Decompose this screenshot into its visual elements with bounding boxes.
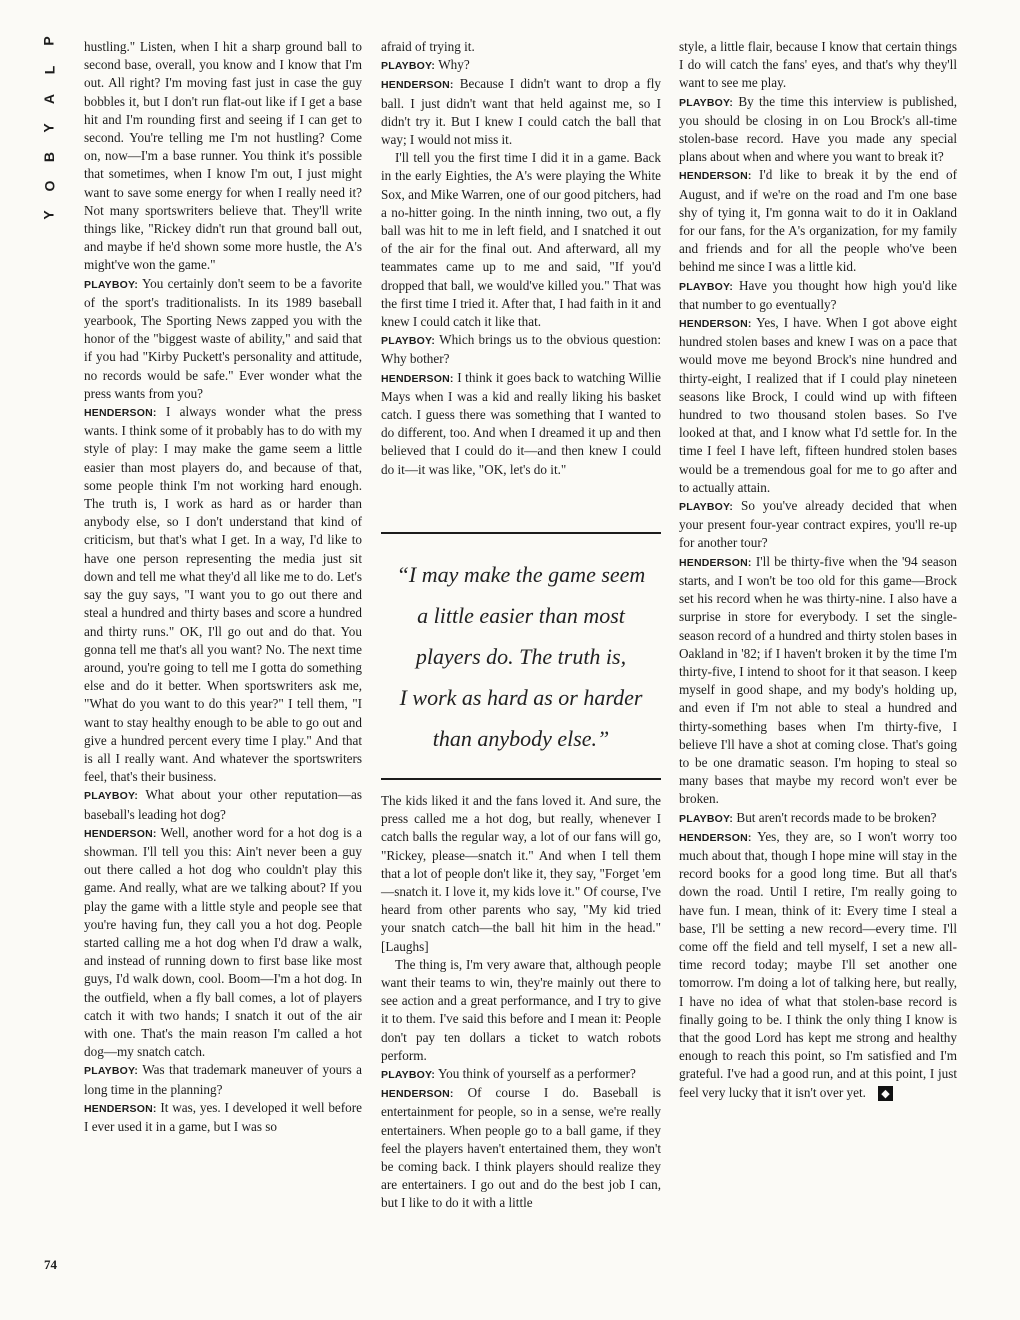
interview-paragraph	[84, 1099, 362, 1136]
speaker-label: PLAYBOY:	[381, 1069, 436, 1082]
speaker-label: HENDERSON:	[84, 407, 157, 420]
interview-paragraph	[679, 93, 957, 167]
paragraph-text: afraid of trying it.	[381, 39, 475, 54]
paragraph-text: Have you thought how high you'd like that number to go eventually?	[679, 277, 957, 312]
speaker-label: PLAYBOY:	[381, 335, 436, 348]
paragraph-text: Yes, I have. When I got above eight hundred stolen bases and knew I was on a pace that would move me beyond Brock's nine hundred and thirty-eight, I realized that if I could play nineteen seasons like Brock, I could wind up with fifteen hundred to two thousand stolen bases. So I've looked at that, and I know what I'd settle for. In the time I feel I have left, fifteen hundred stolen bases would be a tremendous goal for me to go after and to actually attain.	[679, 315, 957, 495]
interview-paragraph	[679, 828, 957, 1102]
interview-paragraph	[679, 809, 957, 828]
column-2-bottom	[381, 792, 661, 1213]
interview-paragraph	[679, 553, 957, 809]
masthead	[36, 34, 62, 222]
masthead-letter: L	[41, 65, 57, 75]
paragraph-text: Yes, they are, so I won't worry too much about that, though I hope mine will stay in the record books for a good long time. But all that's down the road. Until I retire, I'm really going to have fun. I mean, think of it: Every time I steal a base, I'll be setting a new record—every time. I'll come off the field and tell myself, I set a new all-time record today; maybe I'll set another one tomorrow. I'm doing a lot of talking here, but really, I have no idea of what that stolen-base record is finally going to be. I think the only thing I know is that the good Lord has kept me strong and healthy enough to reach this point, so I'm satisfied and I'm grateful. I've had a good run, and at this point, I just feel very lucky that it isn't over yet.	[679, 828, 957, 1100]
interview-paragraph	[84, 786, 362, 823]
interview-paragraph	[381, 75, 661, 149]
speaker-label: PLAYBOY:	[84, 278, 139, 291]
masthead-letter: Y	[41, 123, 57, 133]
interview-paragraph	[381, 1065, 661, 1084]
speaker-label: PLAYBOY:	[679, 812, 734, 825]
speaker-label: PLAYBOY:	[679, 280, 734, 293]
paragraph-text: So you've already decided that when your present four-year contract expires, you'll re-up for another tour?	[679, 498, 958, 551]
paragraph-text: Why?	[438, 57, 470, 73]
interview-paragraph	[84, 824, 362, 1062]
paragraph-text: I'll be thirty-five when the '94 season starts, and I won't be too old for this game—Brock set his record when he was thirty-nine. I also have a surprise in store for everybody. I set the single-season record of a hundred and thirty stolen bases in Oakland in '82; if I haven't broken it by the time I'm thirty-five, I intend to shoot for it that season. I keep myself in good shape, and my body's holding up, and even if I'm not able to steal a hundred and thirty-something bases when I'm thirty-five, I believe I'll have a shot at coming close. That's going to be one dramatic season. I'm hoping to steal so many bases that maybe my record won't ever be broken.	[679, 553, 958, 807]
speaker-label: PLAYBOY:	[381, 60, 436, 73]
paragraph-text: I'll tell you the first time I did it in a game. Back in the early Eighties, the A's were playing the White Sox, and Mike Warren, one of our good pitchers, had a no-hitter going. In the ninth inning, two out, a fly ball was hit to me in left field, and I snatched it out of the air for the final out. And afterward, all my teammates came up to me and said, "If you'd dropped that ball, we would've killed you." That was the first time I tried it. After that, I had faith in it and knew I could catch it like that.	[381, 150, 661, 330]
interview-paragraph	[679, 314, 957, 497]
speaker-label: HENDERSON:	[679, 556, 752, 569]
page-number: 74	[44, 1257, 57, 1272]
column-2-top	[381, 38, 661, 479]
continuation-paragraph	[679, 38, 957, 93]
masthead-letter: P	[41, 36, 57, 46]
speaker-label: HENDERSON:	[679, 831, 752, 844]
continuation-paragraph	[381, 792, 661, 956]
pull-quote-line: I work as hard as or harder	[399, 684, 643, 710]
paragraph-text: I think it goes back to watching Willie Mays when I was a kid and really liking his basket catch. I guess there was something that I wanted to do different, too. And when I dreamed it up and then believed that I could do it—and then knew I could do it—it was like, "OK, let's do it."	[381, 369, 661, 477]
pull-quote-line: “I may make the game seem	[396, 561, 646, 587]
continuation-paragraph	[381, 149, 661, 331]
column-1	[84, 38, 362, 1136]
speaker-label: HENDERSON:	[381, 79, 454, 92]
paragraph-text: Because I didn't want to drop a fly ball. I just didn't want that held against me, so I didn't try it. But I knew I could catch the ball that way; I would not miss it.	[381, 76, 662, 148]
speaker-label: HENDERSON:	[679, 318, 752, 331]
interview-paragraph	[84, 403, 362, 786]
paragraph-text: I always wonder what the press wants. I think some of it probably has to do with my style of play: I may make the game seem a little easier than most players do, and because of that, some people think I'm not working hard enough. The truth is, I work as hard as or harder than anybody else, so I don't understand that kind of criticism, but that's what I get. In a way, I'd like to have one person representing the media just sit down and tell me what they'd all like me to do. Let's say the guy says, "I want you to go out there and steal a hundred and thirty bases and score a hundred and thirty runs." OK, I'll go out and do that. You gonna tell me that's all you want? No. The next time around, you're going to tell me I gotta do something else and do it better. When sportswriters ask me, "What do you want to do this year?" I tell them, "I want to stay healthy enough to be able to go out and give a hundred percent every time I play." And that is all I really want. And whatever the sportswriters feel, that's their business.	[84, 404, 363, 785]
interview-paragraph	[84, 275, 362, 403]
interview-paragraph	[381, 56, 661, 75]
speaker-label: HENDERSON:	[381, 372, 454, 385]
paragraph-text: But aren't records made to be broken?	[736, 809, 937, 825]
paragraph-text: Which brings us to the obvious question: Why bother?	[381, 332, 661, 367]
speaker-label: HENDERSON:	[84, 827, 157, 840]
speaker-label: PLAYBOY:	[679, 96, 734, 109]
interview-paragraph	[381, 1084, 661, 1212]
pull-quote-line: players do. The truth is,	[415, 643, 627, 669]
paragraph-text: What about your other reputation—as baseball's leading hot dog?	[84, 787, 362, 822]
interview-paragraph	[84, 1061, 362, 1098]
paragraph-text: Of course I do. Baseball is entertainment for people, so in a sense, we're really entertainers. When people go to a ball game, if they feel the players haven't entertained them, they won't be coming back. I think players should realize they are entertainers. I go out and do the best job I can, but I like to do it with a little	[381, 1085, 661, 1211]
pull-quote	[381, 532, 661, 780]
interview-paragraph	[679, 277, 957, 314]
paragraph-text: Was that trademark maneuver of yours a long time in the planning?	[84, 1062, 362, 1097]
interview-paragraph	[679, 497, 957, 553]
end-mark-icon: ◆	[878, 1086, 893, 1101]
speaker-label: HENDERSON:	[381, 1088, 454, 1101]
speaker-label: PLAYBOY:	[84, 1065, 139, 1078]
paragraph-text: You certainly don't seem to be a favorite of the sport's traditionalists. In its 1989 baseball yearbook, The Sporting News zapped you with the honor of the "biggest waste of ability," and said that if you had "Kirby Puckett's personality and attitude, no records would be safe." Ever wonder what the press wants from you?	[84, 275, 362, 401]
masthead-letter: A	[41, 93, 57, 105]
speaker-label: PLAYBOY:	[84, 790, 139, 803]
paragraph-text: You think of yourself as a performer?	[437, 1066, 636, 1082]
interview-paragraph	[381, 369, 661, 479]
pull-quote-line: than anybody else.”	[432, 725, 610, 751]
masthead-letter: B	[41, 151, 57, 163]
paragraph-text: It was, yes. I developed it well before I ever used it in a game, but I was so	[84, 1099, 362, 1134]
interview-paragraph	[679, 166, 957, 276]
masthead-letter: O	[40, 180, 57, 192]
masthead-letter: Y	[41, 210, 57, 220]
paragraph-text: hustling." Listen, when I hit a sharp ground ball to second base, overall, you know and I know that I'm out. All right? I'm moving fast just in case the guy bobbles it, but I don't run flat-out like if I get a base hit and I'm rounding first and seeing if I can get to second. You're telling me I'm not hustling? Come on, now—I'm a base runner. You think it's possible that sometimes, when I know I'm out, I just might want to save some energy for when I really need it? Not many sportswriters believe that. They'll write things like, "Rickey didn't run that ground ball out, and maybe if he'd shown some more hustle, the A's might've won the game."	[84, 39, 362, 273]
paragraph-text: The kids liked it and the fans loved it. And sure, the press called me a hot dog, but really, whenever I catch balls the regular way, a lot of our fans will go, "Rickey, please—snatch it." And when I tell them that a lot of people don't like it, they say, "Forget 'em—snatch it. I love it, my kids love it." Of course, I've heard from other parents who say, "My kid tried your snatch catch—the ball hit him in the head." [Laughs]	[381, 793, 661, 954]
speaker-label: PLAYBOY:	[679, 501, 734, 514]
continuation-paragraph	[84, 38, 362, 275]
paragraph-text: style, a little flair, because I know that certain things I do will catch the fans' eyes, and that's why they'll want to see me play.	[679, 39, 957, 91]
paragraph-text: The thing is, I'm very aware that, although people want their teams to win, they're mainly out there to see action and a great performance, and I try to give it to them. I've said this before and I mean it: People don't pay ten dollars a ticket to watch robots perform.	[381, 956, 661, 1063]
paragraph-text: I'd like to break it by the end of August, and if we're on the road and I'm one base shy of tying it, I'm gonna wait to do it in Oakland for our fans, for the A's organization, for my family and friends and for all the people who've been behind me since I was a little kid.	[679, 167, 957, 275]
continuation-paragraph	[381, 956, 661, 1065]
speaker-label: HENDERSON:	[84, 1102, 157, 1115]
continuation-paragraph	[381, 38, 661, 56]
speaker-label: HENDERSON:	[679, 170, 752, 183]
interview-paragraph	[381, 331, 661, 368]
paragraph-text: By the time this interview is published, you should be closing in on Lou Brock's all-time stolen-base record. Have you made any special plans about when and where you want to break it?	[679, 93, 958, 165]
column-3	[679, 38, 957, 1102]
pull-quote-line: a little easier than most	[417, 602, 625, 628]
paragraph-text: Well, another word for a hot dog is a showman. I'll tell you this: Ain't never been a guy out there called a hot dog who couldn't play this game. And really, what are we talking about? If you play the game with a little style and people see that you're having fun, they call you a hot dog. People started calling me a hot dog when I'd draw a walk, and instead of running down to first base like most guys, I'd walk down, cool. Boom—I'm a hot dog. In the outfield, when a fly ball comes, a lot of players catch it with two hands; I snatch it out of the air with one. That's the main reason I'm called a hot dog—my snatch catch.	[84, 824, 363, 1060]
